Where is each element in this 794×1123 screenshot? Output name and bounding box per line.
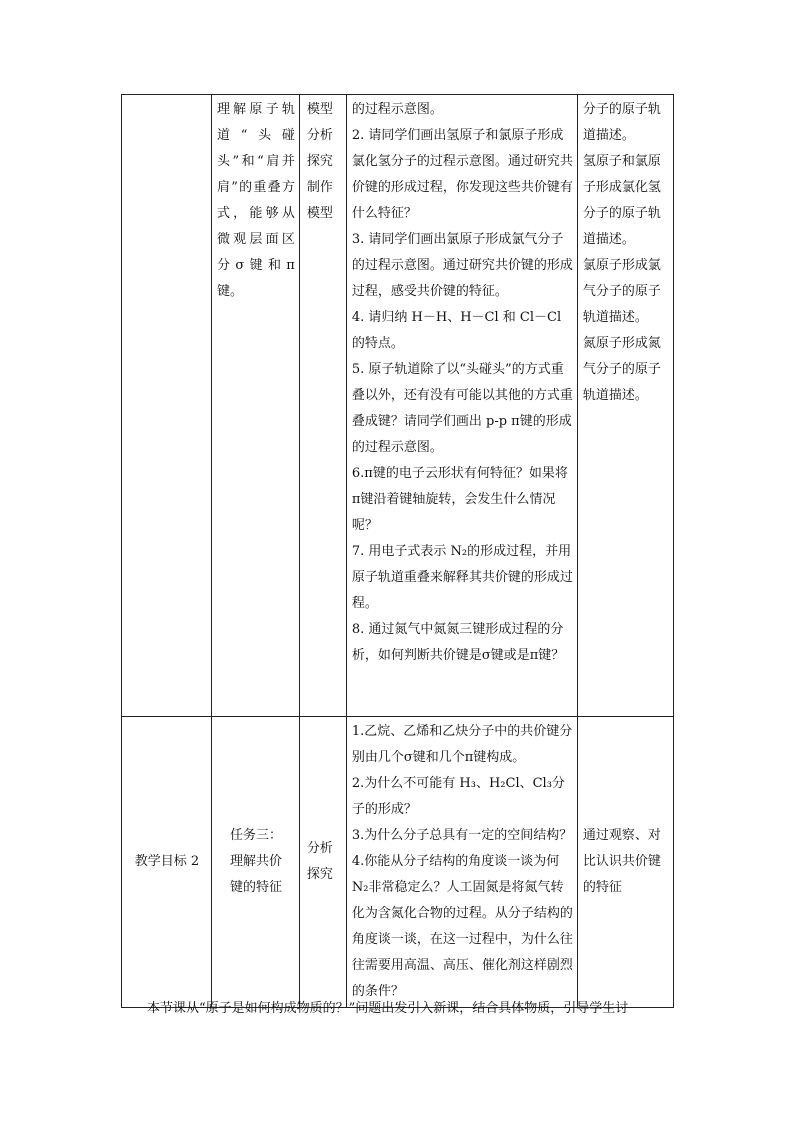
list-item: 4. 请归纳 H－H、H－Cl 和 Cl－Cl 的特点。 bbox=[351, 310, 562, 351]
body-paragraph: 本节课从“原子是如何构成物质的？”问题出发引入新课，结合具体物质，引导学生讨 bbox=[147, 1001, 629, 1016]
evaluation-list bbox=[578, 95, 673, 411]
list-item: 1.乙烷、乙烯和乙炔分子中的共价键分别由几个σ键和几个π键构成。 bbox=[351, 724, 573, 765]
task-text: 任务三：理解共价键的特征 bbox=[229, 828, 282, 895]
list-item: 7. 用电子式表示 N₂的形成过程，并用原子轨道重叠来解释其共价键的形成过程。 bbox=[351, 544, 573, 611]
goal-text bbox=[122, 95, 211, 99]
list-item: 3.为什么分子总具有一定的空间结构？ bbox=[351, 828, 573, 843]
lesson-plan-table bbox=[121, 94, 674, 1008]
list-item: 的过程示意图。 bbox=[351, 102, 443, 117]
task-text: 理解原子轨道“头碰头”和“肩并肩”的重叠方式，能够从微观层面区分σ键和π键。 bbox=[216, 102, 295, 299]
goal-cell bbox=[122, 95, 212, 717]
list-item: 氮原子形成氮气分子的原子轨道描述。 bbox=[582, 336, 661, 403]
list-item: 2. 请同学们画出氢原子和氯原子形成氯化氢分子的过程示意图。通过研究共价键的形成过程，你发现这些共价键有什么特征？ bbox=[351, 128, 573, 221]
list-item: 6.π键的电子云形状有何特征？如果将π键沿着键轴旋转，会发生什么情况呢？ bbox=[351, 466, 568, 533]
list-item: 2.为什么不可能有 H₃、H₂Cl、Cl₃分子的形成？ bbox=[351, 776, 565, 817]
method-cell bbox=[299, 717, 346, 1008]
task-cell bbox=[211, 95, 299, 717]
method-text: 模型分析探究制作模型 bbox=[306, 102, 333, 221]
list-item: 氢原子和氯原子形成氯化氢分子的原子轨道描述。 bbox=[582, 154, 661, 247]
task-cell bbox=[211, 717, 299, 1008]
activities-list bbox=[347, 717, 577, 1007]
table-row bbox=[122, 717, 674, 1008]
method-cell bbox=[299, 95, 346, 717]
list-item: 分子的原子轨道描述。 bbox=[582, 102, 661, 143]
goal-text: 教学目标 2 bbox=[134, 854, 200, 869]
list-item: 5. 原子轨道除了以“头碰头”的方式重叠以外，还有没有可能以其他的方式重叠成键？请同学们画出 p-p π键的形成的过程示意图。 bbox=[351, 362, 573, 455]
evaluation-cell bbox=[577, 95, 673, 717]
evaluation-cell bbox=[577, 717, 673, 1008]
list-item: 8. 通过氮气中氮氮三键形成过程的分析，如何判断共价键是σ键或是π键？ bbox=[351, 622, 565, 663]
activities-cell bbox=[346, 95, 577, 717]
evaluation-list bbox=[578, 821, 673, 903]
table-row bbox=[122, 95, 674, 717]
list-item: 3. 请同学们画出氯原子形成氯气分子的过程示意图。通过研究共价键的形成过程，感受共价键的特征。 bbox=[351, 232, 573, 299]
list-item: 氯原子形成氯气分子的原子轨道描述。 bbox=[582, 258, 661, 325]
list-item: 4.你能从分子结构的角度谈一谈为何 N₂非常稳定么？人工固氮是将氮气转化为含氮化合物的过程。从分子结构的角度谈一谈，在这一过程中，为什么往往需要用高温、高压、催化剂这样剧烈的条件？ bbox=[351, 854, 573, 999]
goal-cell bbox=[122, 717, 212, 1008]
activities-cell bbox=[346, 717, 577, 1008]
method-text: 分析探究 bbox=[306, 841, 333, 882]
list-item: 通过观察、对比认识共价键的特征 bbox=[582, 828, 661, 895]
activities-list bbox=[347, 95, 577, 671]
